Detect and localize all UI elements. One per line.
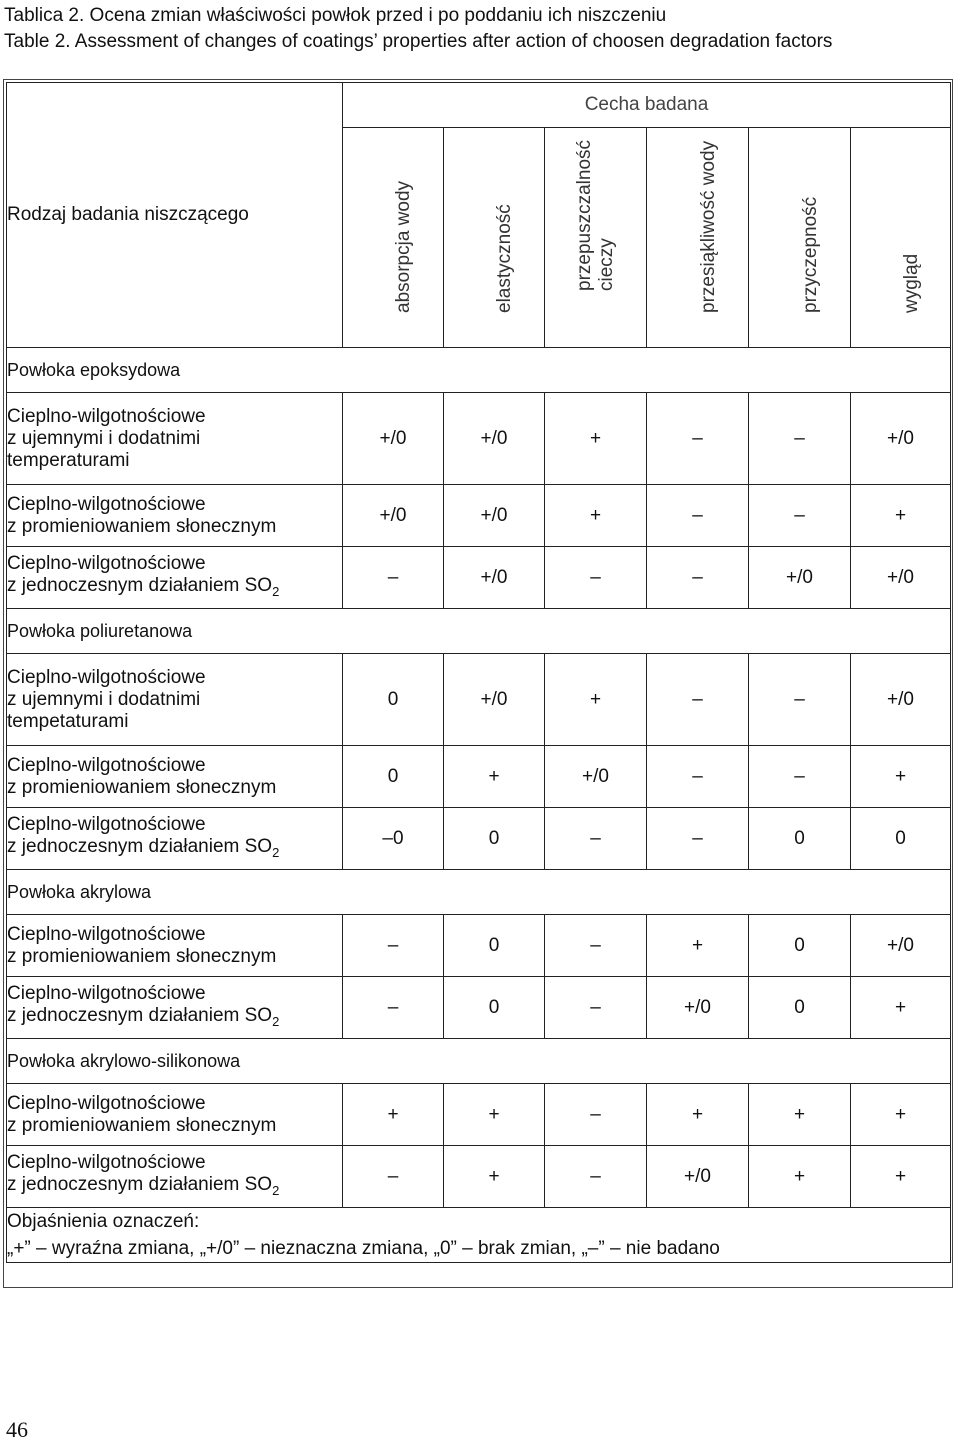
value-cell: – [545,915,647,977]
value-cell: +/0 [343,485,444,547]
section-row [7,348,951,393]
column-header-label: absorpcja wody [393,180,414,313]
row-label-line: Cieplno-wilgotnościowe [7,923,206,945]
page-number: 46 [6,1417,28,1442]
so2-subscript: 2 [272,1013,280,1029]
column-header-label-line2: cieczy [595,238,617,291]
column-header-przesiakliwosc [647,128,749,348]
value-cell: – [545,977,647,1039]
value-cell: – [647,808,749,870]
value-cell: + [545,485,647,547]
value-cell: + [851,485,951,547]
value-cell: +/0 [647,977,749,1039]
row-label-line: Cieplno-wilgotnościowe [7,666,206,688]
row-label-cell [7,746,343,808]
value-cell: +/0 [444,547,545,609]
row-label-line: tempetaturami [7,710,129,732]
column-header-label: przesiąkliwość wody [697,140,719,313]
value-cell: 0 [444,915,545,977]
value-cell: 0 [444,808,545,870]
row-label-line: Cieplno-wilgotnościowe [7,1092,206,1114]
table-row [7,746,951,808]
row-label-line: Cieplno-wilgotnościowe [7,405,206,427]
value-cell: + [851,746,951,808]
value-cell: +/0 [444,485,545,547]
value-cell: + [444,1084,545,1146]
value-cell: +/0 [647,1146,749,1208]
value-cell: – [545,1084,647,1146]
table-row [7,808,951,870]
row-label-cell [7,547,343,609]
value-cell: + [851,1084,951,1146]
so2-subscript: 2 [272,1182,280,1198]
value-cell: + [545,393,647,485]
group-header-cell [343,83,951,128]
legend-title: Objaśnienia oznaczeń: [7,1211,200,1232]
column-header-przepuszczalnosc [545,128,647,348]
row-label-line: Cieplno-wilgotnościowe [7,813,206,835]
value-cell: – [647,654,749,746]
row-label-line: z jednoczesnym działaniem SO [7,1004,273,1026]
value-cell: +/0 [343,393,444,485]
assessment-table [6,82,951,1263]
row-label-line: Cieplno-wilgotnościowe [7,754,206,776]
value-cell: + [647,915,749,977]
value-cell: – [343,547,444,609]
table-row [7,1146,951,1208]
value-cell: +/0 [749,547,851,609]
value-cell: + [647,1084,749,1146]
section-row [7,870,951,915]
section-title: Powłoka poliuretanowa [7,609,951,654]
value-cell: +/0 [851,547,951,609]
table-row [7,977,951,1039]
so2-subscript: 2 [272,844,280,860]
row-label-line: temperaturami [7,449,130,471]
value-cell: – [749,654,851,746]
value-cell: +/0 [851,915,951,977]
table-row [7,1084,951,1146]
row-label-cell [7,393,343,485]
table-body [7,348,951,1208]
column-header-przyczepnosc [749,128,851,348]
value-cell: – [545,547,647,609]
value-cell: +/0 [444,393,545,485]
value-cell: – [545,1146,647,1208]
row-label-cell [7,808,343,870]
row-label-line: Cieplno-wilgotnościowe [7,1151,206,1173]
row-label-line: z jednoczesnym działaniem SO [7,1173,273,1195]
table-caption-english: Table 2. Assessment of changes of coatings’ properties after action of choosen degradation factors [4,31,833,52]
value-cell: 0 [343,654,444,746]
value-cell: +/0 [444,654,545,746]
column-header-elastycznosc [444,128,545,348]
row-label-cell [7,915,343,977]
value-cell: +/0 [851,393,951,485]
table-caption-polish: Tablica 2. Ocena zmian właściwości powłok przed i po poddaniu ich niszczeniu [4,5,667,26]
value-cell: 0 [749,915,851,977]
value-cell: + [851,977,951,1039]
value-cell: 0 [749,977,851,1039]
column-header-label: elastyczność [494,204,515,313]
table-row [7,915,951,977]
section-title: Powłoka epoksydowa [7,348,951,393]
row-label-line: Cieplno-wilgotnościowe [7,982,206,1004]
value-cell: – [647,485,749,547]
legend-text: „+” – wyraźna zmiana, „+/0” – nieznaczna zmiana, „0” – brak zmian, „–” – nie badano [7,1238,720,1259]
table-row [7,654,951,746]
legend-cell [7,1208,951,1263]
row-label-line: z jednoczesnym działaniem SO [7,835,273,857]
value-cell: – [749,746,851,808]
row-label-line: z promieniowaniem słonecznym [7,1114,277,1136]
row-label-line: z ujemnymi i dodatnimi [7,427,201,449]
column-header-label: przyczepność [799,196,821,313]
value-cell: – [647,393,749,485]
group-header-label: Cecha badana [584,94,709,115]
row-header-cell [7,83,343,348]
value-cell: + [545,654,647,746]
column-header-wyglad [851,128,951,348]
row-label-cell [7,1146,343,1208]
row-label-line: z promieniowaniem słonecznym [7,945,277,967]
value-cell: +/0 [545,746,647,808]
value-cell: – [749,393,851,485]
table-row [7,393,951,485]
value-cell: – [545,808,647,870]
value-cell: 0 [343,746,444,808]
value-cell: + [343,1084,444,1146]
row-header-label: Rodzaj badania niszczącego [7,204,249,225]
value-cell: + [851,1146,951,1208]
value-cell: –0 [343,808,444,870]
table-row [7,485,951,547]
section-title: Powłoka akrylowo-silikonowa [7,1039,951,1084]
column-header-absorpcja [343,128,444,348]
value-cell: + [749,1084,851,1146]
value-cell: + [749,1146,851,1208]
row-label-cell [7,1084,343,1146]
value-cell: – [343,1146,444,1208]
row-label-cell [7,654,343,746]
column-header-label: wygląd [900,253,922,313]
table-row [7,547,951,609]
value-cell: +/0 [851,654,951,746]
row-label-line: z promieniowaniem słonecznym [7,776,277,798]
value-cell: – [343,915,444,977]
value-cell: 0 [851,808,951,870]
value-cell: 0 [444,977,545,1039]
column-header-label: przepuszczalność [573,139,595,291]
row-label-line: z ujemnymi i dodatnimi [7,688,201,710]
value-cell: – [749,485,851,547]
value-cell: + [444,746,545,808]
row-label-cell [7,485,343,547]
section-title: Powłoka akrylowa [7,870,951,915]
section-row [7,1039,951,1084]
row-label-line: Cieplno-wilgotnościowe [7,493,206,515]
row-label-cell [7,977,343,1039]
value-cell: – [647,547,749,609]
row-label-line: z jednoczesnym działaniem SO [7,574,273,596]
value-cell: + [444,1146,545,1208]
row-label-line: Cieplno-wilgotnościowe [7,552,206,574]
so2-subscript: 2 [272,583,280,599]
value-cell: 0 [749,808,851,870]
value-cell: – [647,746,749,808]
row-label-line: z promieniowaniem słonecznym [7,515,277,537]
value-cell: – [343,977,444,1039]
section-row [7,609,951,654]
